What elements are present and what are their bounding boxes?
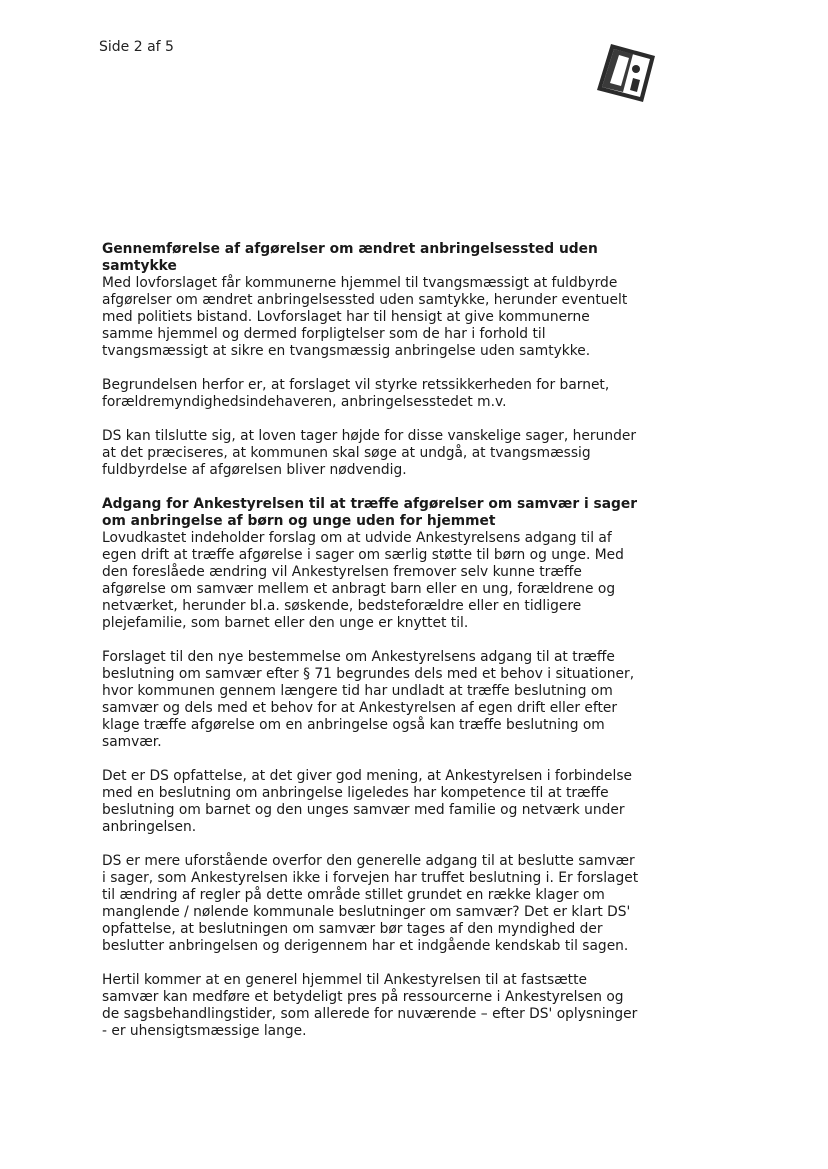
section-heading: Gennemførelse af afgørelser om ændret anbringelsessted uden samtykke: [102, 241, 598, 274]
section-heading: Adgang for Ankestyrelsen til at træffe afgørelser om samvær i sager om anbringelse af børn og unge uden for hjemmet: [102, 496, 638, 529]
ds-logo-icon: [593, 42, 657, 104]
paragraph: DS er mere uforstående overfor den generelle adgang til at beslutte samvær i sager, som Ankestyrelsen ikke i forvejen har truffet beslutning i. Er forslaget til ændring af regler på dette område stillet grundet en række klager om manglende / nølende kommunale beslutninger om samvær? Det er klart DS' opfattelse, at beslutningen om samvær bør tages af den myndighed der beslutter anbringelsen og derigennem har et indgående kendskab til sagen.: [102, 853, 639, 954]
paragraph: DS kan tilslutte sig, at loven tager højde for disse vanskelige sager, herunder at det præciseres, at kommunen skal søge at undgå, at tvangsmæssig fuldbyrdelse af afgørelsen bliver nødvendig.: [102, 428, 636, 478]
section-ankestyrelsen-samvaer: [102, 496, 642, 1040]
paragraph: Forslaget til den nye bestemmelse om Ankestyrelsens adgang til at træffe beslutning om samvær efter § 71 begrundes dels med et behov i situationer, hvor kommunen gennem længere tid har undladt at træffe beslutning om samvær og dels med et behov for at Ankestyrelsen af egen drift eller efter klage træffe afgørelse om en anbringelse også kan træffe beslutning om samvær.: [102, 649, 635, 750]
section-anbringelsessted: [102, 241, 642, 479]
paragraph: Lovudkastet indeholder forslag om at udvide Ankestyrelsens adgang til af egen drift at træffe afgørelse i sager om særlig støtte til børn og unge. Med den foreslåede ændring vil Ankestyrelsen fremover selv kunne træffe afgørelse om samvær mellem et anbragt barn eller en ung, forældrene og netværket, herunder bl.a. søskende, bedsteforældre eller en tidligere plejefamilie, som barnet eller den unge er knyttet til.: [102, 530, 624, 631]
document-body: [102, 241, 642, 1057]
paragraph: Begrundelsen herfor er, at forslaget vil styrke retssikkerheden for barnet, forældremyndighedsindehaveren, anbringelsesstedet m.v.: [102, 377, 610, 410]
paragraph: Det er DS opfattelse, at det giver god mening, at Ankestyrelsen i forbindelse med en beslutning om anbringelse ligeledes har kompetence til at træffe beslutning om barnet og den unges samvær med familie og netværk under anbringelsen.: [102, 768, 632, 835]
page-number: Side 2 af 5: [99, 39, 174, 55]
paragraph: Hertil kommer at en generel hjemmel til Ankestyrelsen til at fastsætte samvær kan medføre et betydeligt pres på ressourcerne i Ankestyrelsen og de sagsbehandlingstider, som allerede for nuværende – efter DS' oplysninger - er uhensigtsmæssige lange.: [102, 972, 638, 1039]
paragraph: Med lovforslaget får kommunerne hjemmel til tvangsmæssigt at fuldbyrde afgørelser om ændret anbringelsessted uden samtykke, herunder eventuelt med politiets bistand. Lovforslaget har til hensigt at give kommunerne samme hjemmel og dermed forpligtelser som de har i forhold til tvangsmæssigt at sikre en tvangsmæssig anbringelse uden samtykke.: [102, 275, 628, 359]
